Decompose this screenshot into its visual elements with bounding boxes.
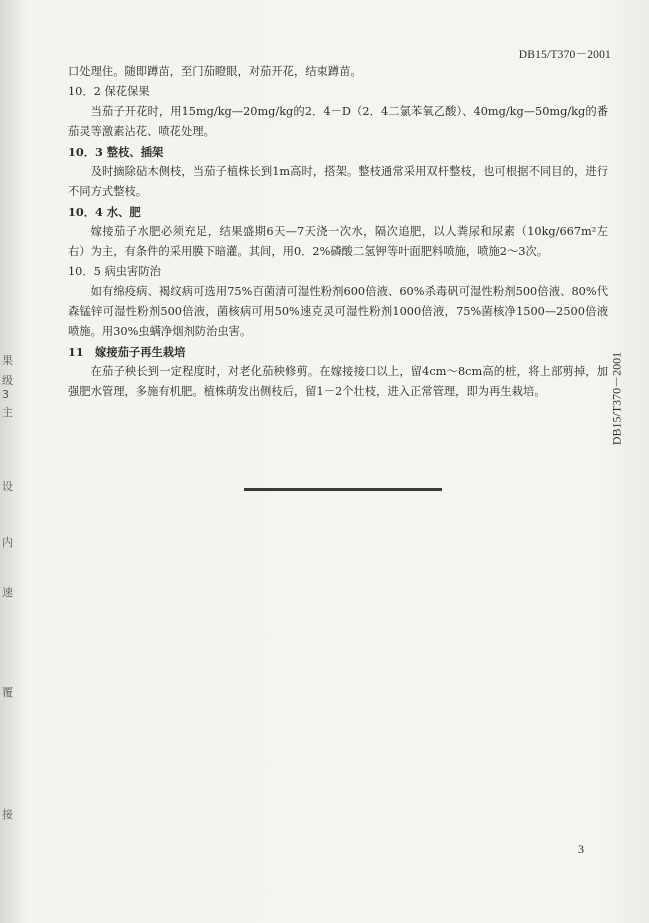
edge-char: 3 (2, 388, 9, 401)
document-body (68, 62, 608, 402)
edge-char: 设 (2, 480, 13, 493)
section-10-3-body: 及时摘除砧木侧枝，当茄子植株长到1m高时，搭架。整枝通常采用双杆整枝，也可根据不同目的，进行不同方式整枝。 (68, 165, 608, 198)
header-doc-code: DB15/T370－2001 (518, 49, 611, 61)
section-10-2-heading: 10．2 保花保果 (68, 85, 150, 98)
section-10-3-heading: 10．3 整枝、插架 (68, 145, 164, 159)
page-number: 3 (578, 842, 584, 856)
section-10-5-body: 如有绵疫病、褐纹病可选用75%百菌清可湿性粉剂600倍液、60%杀毒矾可湿性粉剂500倍液、80%代森锰锌可湿性粉剂500倍液，菌核病可用50%速克灵可湿性粉剂1000倍液，75%菌核净1500—2500倍液喷施。用30%虫螨净烟剂防治虫害。 (68, 285, 608, 338)
section-11-heading: 11 嫁接茄子再生栽培 (68, 345, 186, 359)
edge-char: 覆 (2, 686, 13, 699)
end-rule (244, 488, 442, 491)
section-10-2-body: 当茄子开花时，用15mg/kg—20mg/kg的2．4－D（2．4二氯苯氧乙酸）、40mg/kg—50mg/kg的番茄灵等激素沾花、喷花处理。 (68, 105, 608, 138)
section-10-4-heading: 10．4 水、肥 (68, 205, 141, 219)
edge-char: 果 (2, 354, 13, 367)
edge-char: 级 (2, 374, 13, 387)
side-doc-code: DB15/T370－2001 (609, 351, 624, 446)
continuation-line: 口处理住。随即蹲苗，至门茄瞪眼，对茄开花，结束蹲苗。 (68, 65, 362, 78)
edge-char: 接 (2, 808, 13, 821)
section-10-5-heading: 10．5 病虫害防治 (68, 265, 161, 278)
binding-edge (0, 0, 22, 923)
section-10-4-body: 嫁接茄子水肥必须充足，结果盛期6天—7天浇一次水，隔次追肥，以人粪尿和尿素（10kg/667m²左右）为主，有条件的采用膜下暗灌。其间，用0．2%磷酸二氢钾等叶面肥料喷施，喷施2～3次。 (68, 225, 608, 258)
edge-char: 内 (2, 536, 13, 549)
section-11-body: 在茄子秧长到一定程度时，对老化茄秧修剪。在嫁接接口以上，留4cm～8cm高的桩，将上部剪掉，加强肥水管理，多施有机肥。植株萌发出侧枝后，留1－2个壮枝，进入正常管理，即为再生栽培。 (68, 365, 608, 398)
edge-char: 速 (2, 586, 13, 599)
edge-char: 主 (2, 406, 13, 419)
